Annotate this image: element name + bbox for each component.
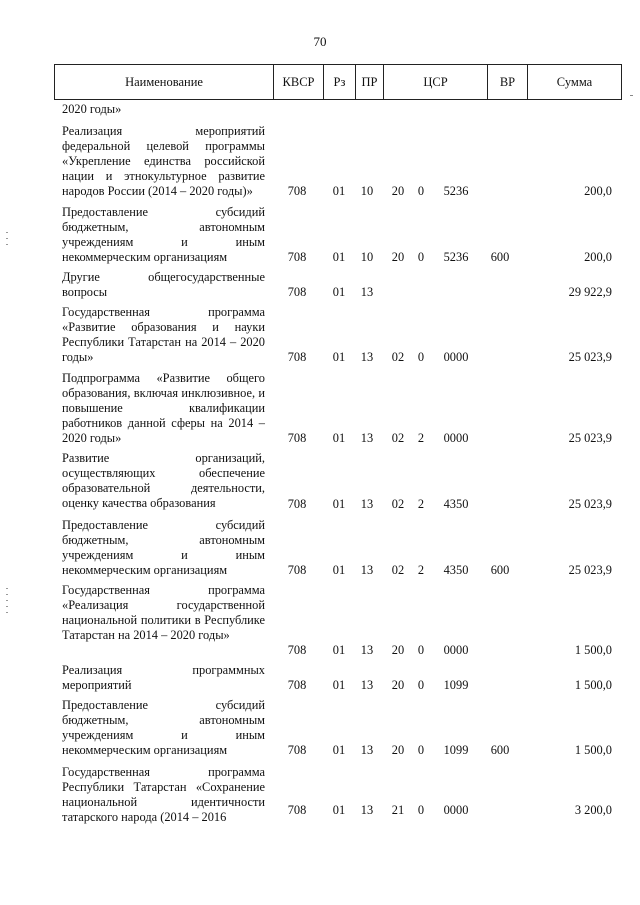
- row-sum: 1 500,0: [574, 643, 612, 657]
- row-csr-subprogram: 0: [417, 678, 425, 692]
- row-csr-direction: 4350: [443, 563, 469, 577]
- row-kvsr: 708: [287, 250, 307, 264]
- row-rz: 01: [332, 497, 346, 511]
- row-name: Предоставление субсидий бюджетным, автономным учреждениям и иным некоммерческим организациям: [62, 205, 265, 264]
- scan-mark: [6, 232, 8, 250]
- scan-mark: [630, 95, 633, 96]
- row-kvsr: 708: [287, 678, 307, 692]
- row-vr: 600: [490, 563, 510, 577]
- row-csr-subprogram: 0: [417, 250, 425, 264]
- header-csr: ЦСР: [383, 65, 487, 99]
- row-pr: 10: [360, 184, 374, 198]
- row-kvsr: 708: [287, 285, 307, 299]
- row-sum: 25 023,9: [568, 350, 612, 364]
- row-csr-subprogram: 0: [417, 803, 425, 817]
- row-sum: 200,0: [584, 250, 612, 264]
- row-name: Развитие организаций, осуществляющих обеспечение образовательной деятельности, оценку качества образования: [62, 451, 265, 510]
- row-csr-subprogram: 2: [417, 431, 425, 445]
- row-pr: 13: [360, 563, 374, 577]
- row-csr-direction: 5236: [443, 184, 469, 198]
- row-vr: 600: [490, 743, 510, 757]
- row-sum: 1 500,0: [574, 743, 612, 757]
- scan-mark: [6, 588, 8, 618]
- row-sum: 29 922,9: [568, 285, 612, 299]
- row-rz: 01: [332, 678, 346, 692]
- row-csr-program: 02: [391, 350, 405, 364]
- row-sum: 200,0: [584, 184, 612, 198]
- row-pr: 13: [360, 350, 374, 364]
- row-kvsr: 708: [287, 803, 307, 817]
- row-sum: 3 200,0: [574, 803, 612, 817]
- row-kvsr: 708: [287, 431, 307, 445]
- row-kvsr: 708: [287, 497, 307, 511]
- row-csr-program: 21: [391, 803, 405, 817]
- row-csr-direction: 1099: [443, 678, 469, 692]
- row-csr-program: 20: [391, 184, 405, 198]
- row-pr: 13: [360, 803, 374, 817]
- row-rz: 01: [332, 250, 346, 264]
- row-csr-program: 20: [391, 250, 405, 264]
- row-csr-subprogram: 0: [417, 743, 425, 757]
- row-csr-direction: 0000: [443, 643, 469, 657]
- row-csr-direction: 1099: [443, 743, 469, 757]
- row-sum: 25 023,9: [568, 563, 612, 577]
- row-csr-direction: 0000: [443, 431, 469, 445]
- row-kvsr: 708: [287, 743, 307, 757]
- row-pr: 13: [360, 643, 374, 657]
- row-rz: 01: [332, 563, 346, 577]
- row-csr-program: 02: [391, 563, 405, 577]
- row-name: Государственная программа Республики Татарстан «Сохранение национальной идентичности татарского народа (2014 – 2016: [62, 765, 265, 824]
- row-rz: 01: [332, 285, 346, 299]
- header-name: Наименование: [125, 75, 203, 89]
- row-rz: 01: [332, 643, 346, 657]
- page-number: 70: [313, 34, 327, 49]
- row-name: Подпрограмма «Развитие общего образования, включая инклюзивное, и повышение квалификации работников данной сферы на 2014 – 2020 годы»: [62, 371, 265, 445]
- header-kvsr: КВСР: [273, 65, 323, 99]
- row-vr: 600: [490, 250, 510, 264]
- row-csr-program: 20: [391, 643, 405, 657]
- row-rz: 01: [332, 803, 346, 817]
- row-rz: 01: [332, 184, 346, 198]
- header-sum: Сумма: [527, 65, 621, 99]
- row-csr-direction: 5236: [443, 250, 469, 264]
- row-kvsr: 708: [287, 563, 307, 577]
- row-name: Предоставление субсидий бюджетным, автономным учреждениям и иным некоммерческим организациям: [62, 698, 265, 757]
- row-csr-subprogram: 0: [417, 643, 425, 657]
- row-csr-direction: 0000: [443, 803, 469, 817]
- header-vr: ВР: [487, 65, 527, 99]
- row-pr: 13: [360, 497, 374, 511]
- header-rz: Рз: [323, 65, 355, 99]
- row-csr-program: 02: [391, 497, 405, 511]
- carryover-text: 2020 годы»: [62, 102, 122, 116]
- row-sum: 1 500,0: [574, 678, 612, 692]
- row-pr: 10: [360, 250, 374, 264]
- row-csr-subprogram: 0: [417, 184, 425, 198]
- row-sum: 25 023,9: [568, 431, 612, 445]
- row-csr-subprogram: 0: [417, 350, 425, 364]
- row-pr: 13: [360, 431, 374, 445]
- row-name: Реализация мероприятий федеральной целевой программы «Укрепление единства российской нации и этнокультурное развитие народов России (2014 – 2020 годы)»: [62, 124, 265, 198]
- row-rz: 01: [332, 350, 346, 364]
- row-name: Предоставление субсидий бюджетным, автономным учреждениям и иным некоммерческим организациям: [62, 518, 265, 577]
- header-pr: ПР: [355, 65, 383, 99]
- row-name: Другие общегосударственные вопросы: [62, 270, 265, 299]
- row-sum: 25 023,9: [568, 497, 612, 511]
- table-header: [54, 64, 622, 100]
- row-csr-subprogram: 2: [417, 497, 425, 511]
- row-csr-program: 02: [391, 431, 405, 445]
- row-csr-direction: 0000: [443, 350, 469, 364]
- row-name: Государственная программа «Реализация государственной национальной политики в Республике Татарстан на 2014 – 2020 годы»: [62, 583, 265, 642]
- row-pr: 13: [360, 678, 374, 692]
- row-pr: 13: [360, 285, 374, 299]
- row-csr-program: 20: [391, 743, 405, 757]
- row-rz: 01: [332, 431, 346, 445]
- row-pr: 13: [360, 743, 374, 757]
- row-name: Государственная программа «Развитие образования и науки Республики Татарстан на 2014 – 2020 годы»: [62, 305, 265, 364]
- row-csr-direction: 4350: [443, 497, 469, 511]
- row-rz: 01: [332, 743, 346, 757]
- row-csr-program: 20: [391, 678, 405, 692]
- row-kvsr: 708: [287, 184, 307, 198]
- row-csr-subprogram: 2: [417, 563, 425, 577]
- row-kvsr: 708: [287, 350, 307, 364]
- row-name: Реализация программных мероприятий: [62, 663, 265, 692]
- row-kvsr: 708: [287, 643, 307, 657]
